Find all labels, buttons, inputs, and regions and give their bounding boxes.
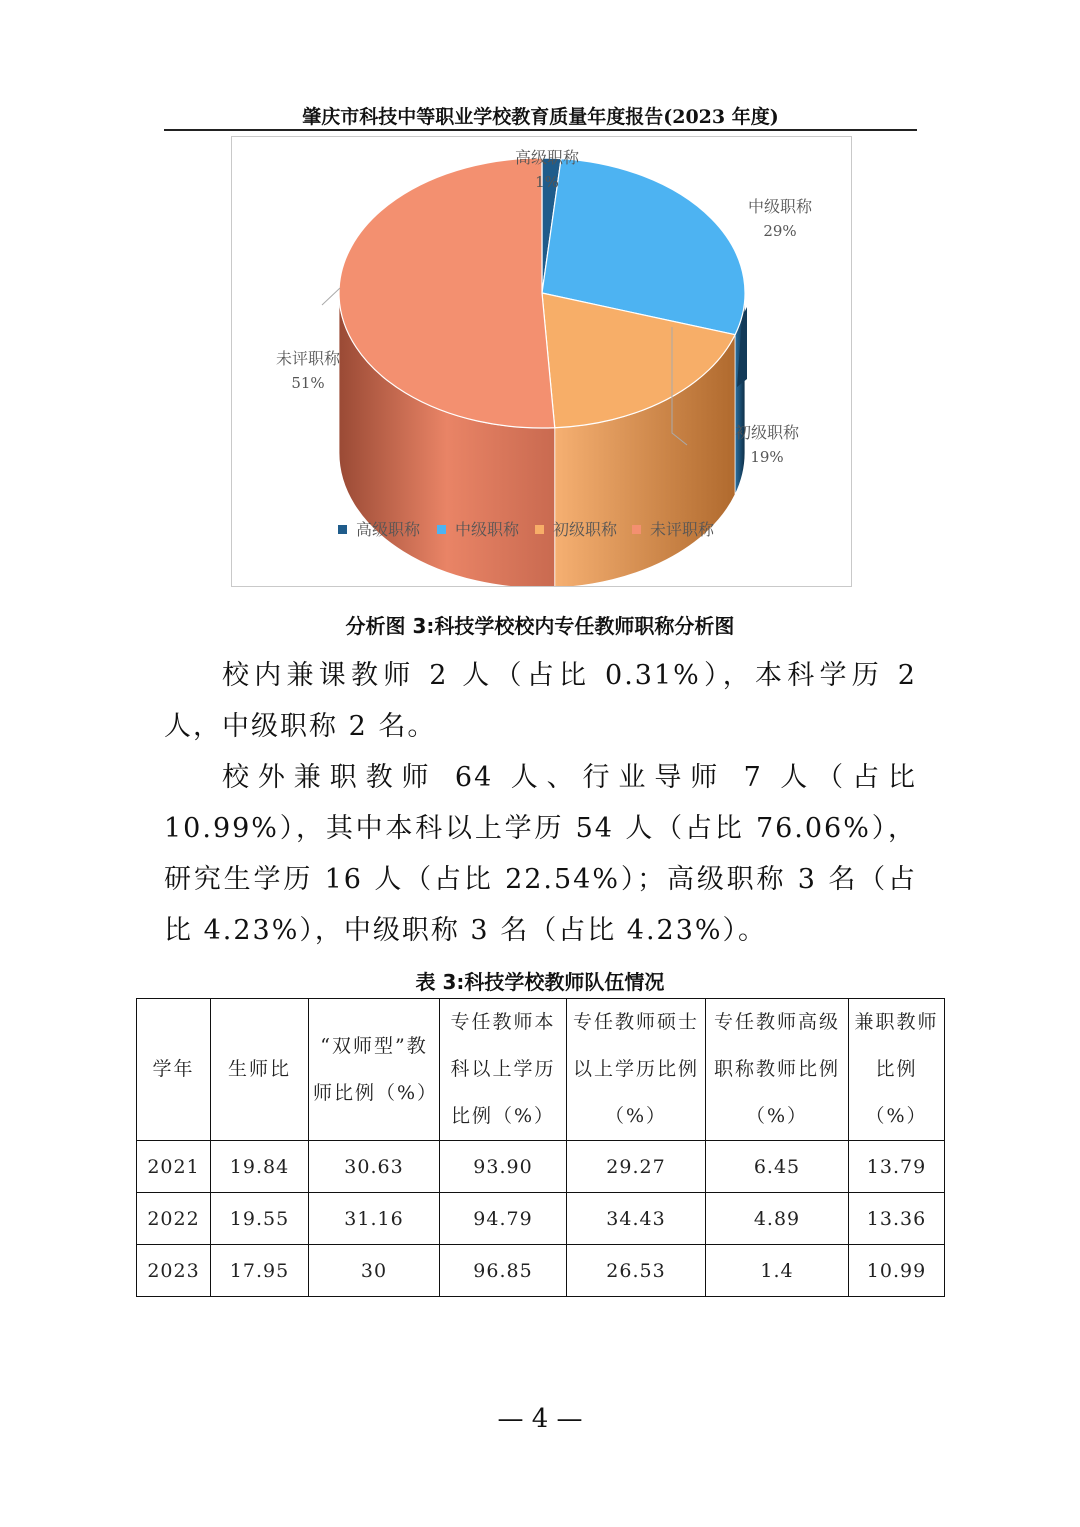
pie-chart — [232, 137, 851, 586]
table-cell: 13.79 — [849, 1141, 945, 1193]
table-row — [137, 1245, 945, 1297]
legend-label-中级职称: 中级职称 — [455, 520, 520, 539]
page-header: 肇庆市科技中等职业学校教育质量年度报告(2023 年度) — [302, 106, 779, 128]
table-cell: 31.16 — [309, 1193, 440, 1245]
table-header-row — [137, 999, 945, 1141]
header-part-time-ratio: 兼职教师比例（%） — [849, 999, 945, 1141]
header-dual-qualified-ratio: “双师型”教师比例（%） — [309, 999, 440, 1141]
legend-swatch-高级职称 — [338, 525, 347, 534]
paragraph-2: 校外兼职教师 64 人、行业导师 7 人（占比 10.99%），其中本科以上学历 54 人（占比 76.06%），研究生学历 16 人（占比 22.54%）；高级职称 3 名（占比 4.23%），中级职称 3 名（占比 4.23%）。 — [164, 762, 917, 946]
legend-label-未评职称: 未评职称 — [650, 520, 715, 539]
pie-leader-line — [322, 288, 340, 305]
table-cell: 6.45 — [706, 1141, 849, 1193]
table-cell: 96.85 — [440, 1245, 567, 1297]
table-caption: 表 3:科技学校教师队伍情况 — [415, 970, 665, 994]
table-cell: 2021 — [137, 1141, 211, 1193]
paragraph-1: 校内兼课教师 2 人（占比 0.31%），本科学历 2 人，中级职称 2 名。 — [164, 660, 917, 742]
table-cell: 30 — [309, 1245, 440, 1297]
header-senior-title-ratio: 专任教师高级职称教师比例（%） — [706, 999, 849, 1141]
table-row — [137, 1193, 945, 1245]
table-cell: 13.36 — [849, 1193, 945, 1245]
header-student-teacher-ratio: 生师比 — [211, 999, 309, 1141]
legend-swatch-中级职称 — [437, 525, 446, 534]
pie-percent-中级职称: 29% — [763, 222, 797, 240]
pie-label-中级职称: 中级职称 — [747, 197, 813, 216]
table-cell: 1.4 — [706, 1245, 849, 1297]
table-cell: 19.55 — [211, 1193, 309, 1245]
table-cell: 26.53 — [567, 1245, 706, 1297]
legend-swatch-初级职称 — [535, 525, 544, 534]
table-cell: 19.84 — [211, 1141, 309, 1193]
legend-swatch-未评职称 — [632, 525, 641, 534]
table-cell: 10.99 — [849, 1245, 945, 1297]
table-cell: 2022 — [137, 1193, 211, 1245]
pie-percent-未评职称: 51% — [291, 374, 325, 392]
table-cell: 29.27 — [567, 1141, 706, 1193]
table-cell: 17.95 — [211, 1245, 309, 1297]
pie-label-初级职称: 初级职称 — [734, 423, 800, 442]
table-cell: 94.79 — [440, 1193, 567, 1245]
table-cell: 30.63 — [309, 1141, 440, 1193]
teacher-staff-table — [136, 998, 945, 1297]
legend-label-高级职称: 高级职称 — [356, 520, 421, 539]
table-cell: 93.90 — [440, 1141, 567, 1193]
header-bachelor-ratio: 专任教师本科以上学历比例（%） — [440, 999, 567, 1141]
page-number: — 4 — — [497, 1404, 583, 1434]
table-cell: 2023 — [137, 1245, 211, 1297]
pie-percent-初级职称: 19% — [750, 448, 784, 466]
pie-label-高级职称: 高级职称 — [514, 148, 580, 167]
figure-caption: 分析图 3:科技学校校内专任教师职称分析图 — [345, 614, 735, 638]
pie-label-未评职称: 未评职称 — [275, 349, 341, 368]
pie-percent-高级职称: 1% — [535, 173, 559, 191]
table-row — [137, 1141, 945, 1193]
header-school-year: 学年 — [137, 999, 211, 1141]
table-cell: 4.89 — [706, 1193, 849, 1245]
header-master-ratio: 专任教师硕士以上学历比例（%） — [567, 999, 706, 1141]
pie-chart-frame — [231, 136, 852, 587]
header-rule — [164, 129, 917, 131]
legend-label-初级职称: 初级职称 — [553, 520, 618, 539]
table-cell: 34.43 — [567, 1193, 706, 1245]
